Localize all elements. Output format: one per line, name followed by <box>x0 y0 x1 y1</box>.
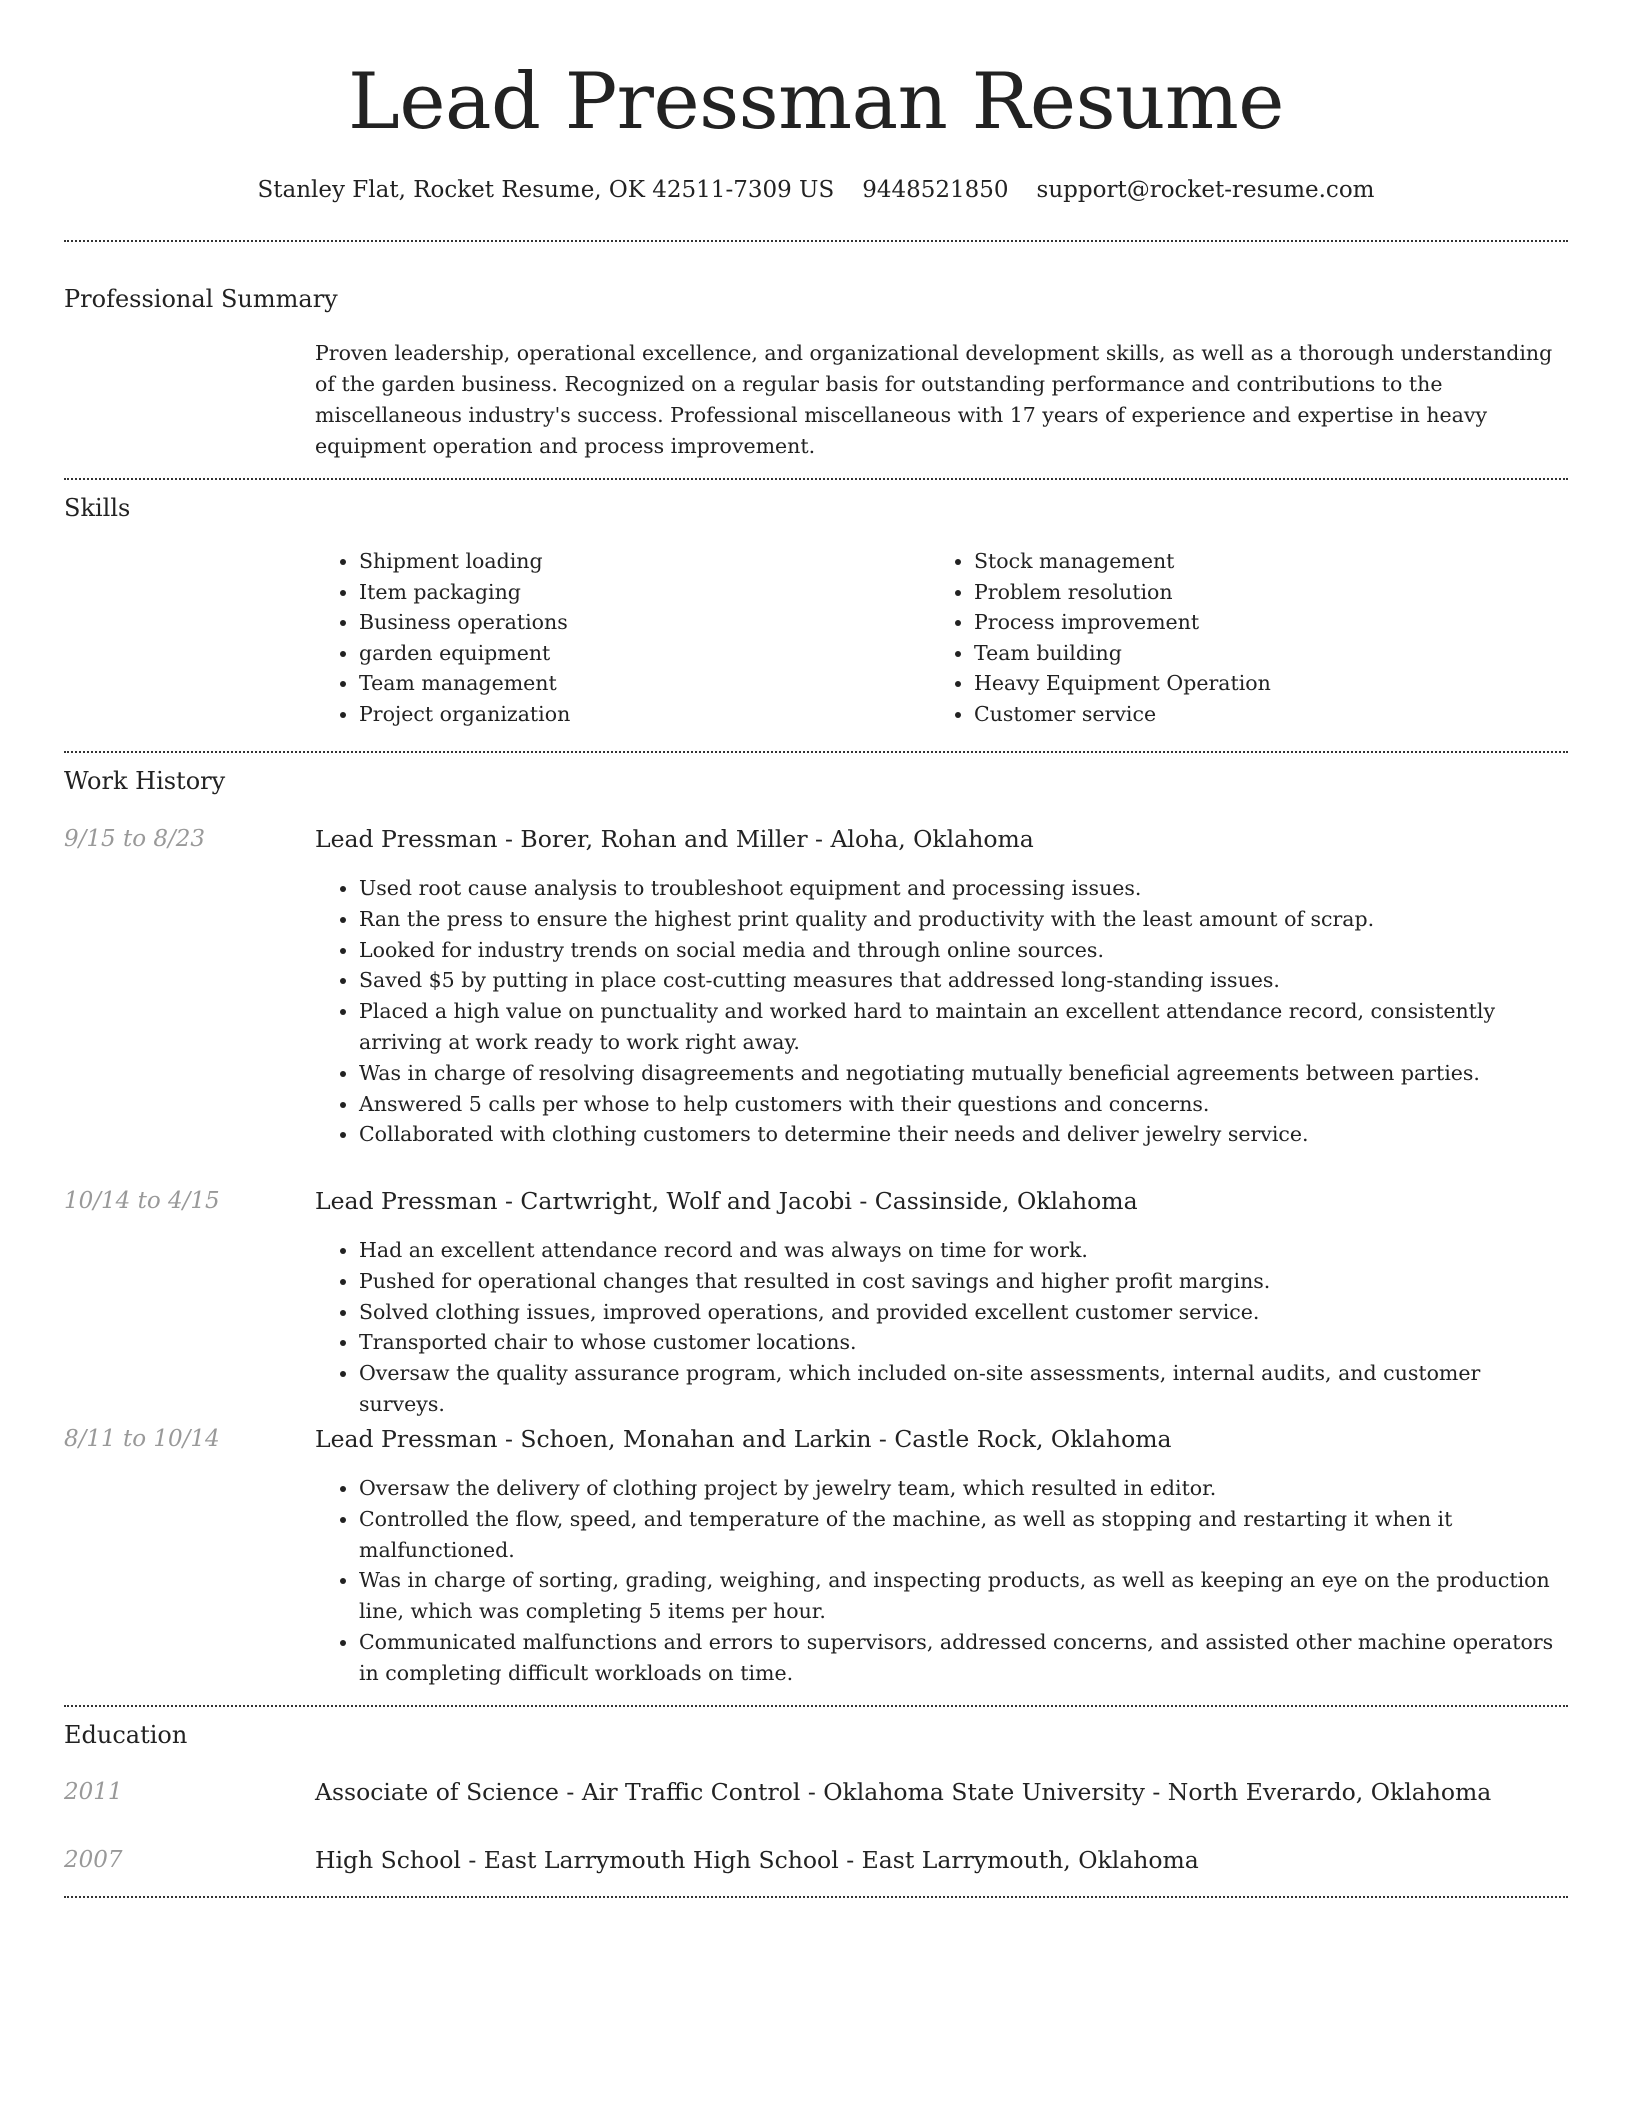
job-dates: 10/14 to 4/15 <box>64 1188 220 1214</box>
job-bullet: • Communicated malfunctions and errors to supervisors, addressed concerns, and assisted other machine operators in completing difficult workloads on time. <box>359 1627 1568 1689</box>
skills-list-left <box>315 546 875 729</box>
skill-item: • Process improvement <box>974 607 1530 638</box>
skill-item: • Heavy Equipment Operation <box>974 668 1530 699</box>
skill-item: • Item packaging <box>359 577 875 608</box>
skill-item: • Stock management <box>974 546 1530 577</box>
resume-page <box>64 0 1568 2112</box>
job-title: Lead Pressman - Borer, Rohan and Miller - Aloha, Oklahoma <box>315 825 1034 853</box>
job-bullet: • Placed a high value on punctuality and worked hard to maintain an excellent attendance record, consistently arriving at work ready to work right away. <box>359 996 1568 1058</box>
contact-address: Stanley Flat, Rocket Resume, OK 42511-7309 US <box>257 177 835 203</box>
section-divider <box>64 1705 1568 1707</box>
work-heading: Work History <box>64 767 226 795</box>
education-title: Associate of Science - Air Traffic Control - Oklahoma State University - North Everardo, Oklahoma <box>315 1778 1492 1806</box>
summary-text: Proven leadership, operational excellence, and organizational development skills, as well as a thorough understanding of the garden business. Recognized on a regular basis for outstanding performance and contributions to the miscellaneous industry's success. Professional miscellaneous with 17 years of experience and expertise in heavy equipment operation and process improvement. <box>315 341 1553 458</box>
job-bullet: • Was in charge of resolving disagreements and negotiating mutually beneficial agreements between parties. <box>359 1058 1568 1089</box>
job-bullet: • Was in charge of sorting, grading, weighing, and inspecting products, as well as keeping an eye on the production line, which was completing 5 items per hour. <box>359 1565 1568 1627</box>
skill-item: • Customer service <box>974 699 1530 730</box>
education-year: 2007 <box>64 1847 123 1873</box>
skill-item: • garden equipment <box>359 638 875 669</box>
skill-item: • Team building <box>974 638 1530 669</box>
skill-item: • Project organization <box>359 699 875 730</box>
job-bullets <box>315 1473 1568 1689</box>
job-bullet: • Ran the press to ensure the highest print quality and productivity with the least amount of scrap. <box>359 904 1568 935</box>
education-year: 2011 <box>64 1779 123 1805</box>
job-bullet: • Solved clothing issues, improved operations, and provided excellent customer service. <box>359 1297 1568 1328</box>
job-dates: 8/11 to 10/14 <box>64 1426 220 1452</box>
contact-line <box>64 170 1568 210</box>
skills-list-right <box>930 546 1530 729</box>
job-bullets <box>315 873 1568 1150</box>
job-bullet: • Oversaw the delivery of clothing project by jewelry team, which resulted in editor. <box>359 1473 1568 1504</box>
skills-heading: Skills <box>64 494 131 522</box>
section-divider <box>64 751 1568 753</box>
section-divider <box>64 240 1568 242</box>
section-divider <box>64 478 1568 480</box>
job-bullet: • Saved $5 by putting in place cost-cutting measures that addressed long-standing issues. <box>359 965 1568 996</box>
education-title: High School - East Larrymouth High School - East Larrymouth, Oklahoma <box>315 1846 1199 1874</box>
job-title: Lead Pressman - Cartwright, Wolf and Jacobi - Cassinside, Oklahoma <box>315 1187 1138 1215</box>
job-title: Lead Pressman - Schoen, Monahan and Larkin - Castle Rock, Oklahoma <box>315 1425 1172 1453</box>
skill-item: • Business operations <box>359 607 875 638</box>
job-bullet: • Oversaw the quality assurance program, which included on-site assessments, internal audits, and customer surveys. <box>359 1358 1568 1420</box>
job-bullet: • Transported chair to whose customer locations. <box>359 1327 1568 1358</box>
skill-item: • Shipment loading <box>359 546 875 577</box>
contact-phone: 9448521850 <box>862 177 1009 203</box>
page-title: Lead Pressman Resume <box>348 57 1284 147</box>
job-dates: 9/15 to 8/23 <box>64 826 206 852</box>
contact-email[interactable]: support@rocket-resume.com <box>1036 177 1375 203</box>
job-bullet: • Collaborated with clothing customers to determine their needs and deliver jewelry service. <box>359 1119 1568 1150</box>
job-bullet: • Used root cause analysis to troubleshoot equipment and processing issues. <box>359 873 1568 904</box>
job-bullet: • Had an excellent attendance record and was always on time for work. <box>359 1235 1568 1266</box>
skill-item: • Problem resolution <box>974 577 1530 608</box>
job-bullet: • Pushed for operational changes that resulted in cost savings and higher profit margins. <box>359 1266 1568 1297</box>
skill-item: • Team management <box>359 668 875 699</box>
job-bullet: • Answered 5 calls per whose to help customers with their questions and concerns. <box>359 1089 1568 1120</box>
job-bullets <box>315 1235 1568 1420</box>
job-bullet: • Looked for industry trends on social media and through online sources. <box>359 935 1568 966</box>
section-divider <box>64 1896 1568 1898</box>
job-bullet: • Controlled the flow, speed, and temperature of the machine, as well as stopping and restarting it when it malfunctioned. <box>359 1504 1568 1566</box>
education-heading: Education <box>64 1721 188 1749</box>
summary-heading: Professional Summary <box>64 285 338 313</box>
